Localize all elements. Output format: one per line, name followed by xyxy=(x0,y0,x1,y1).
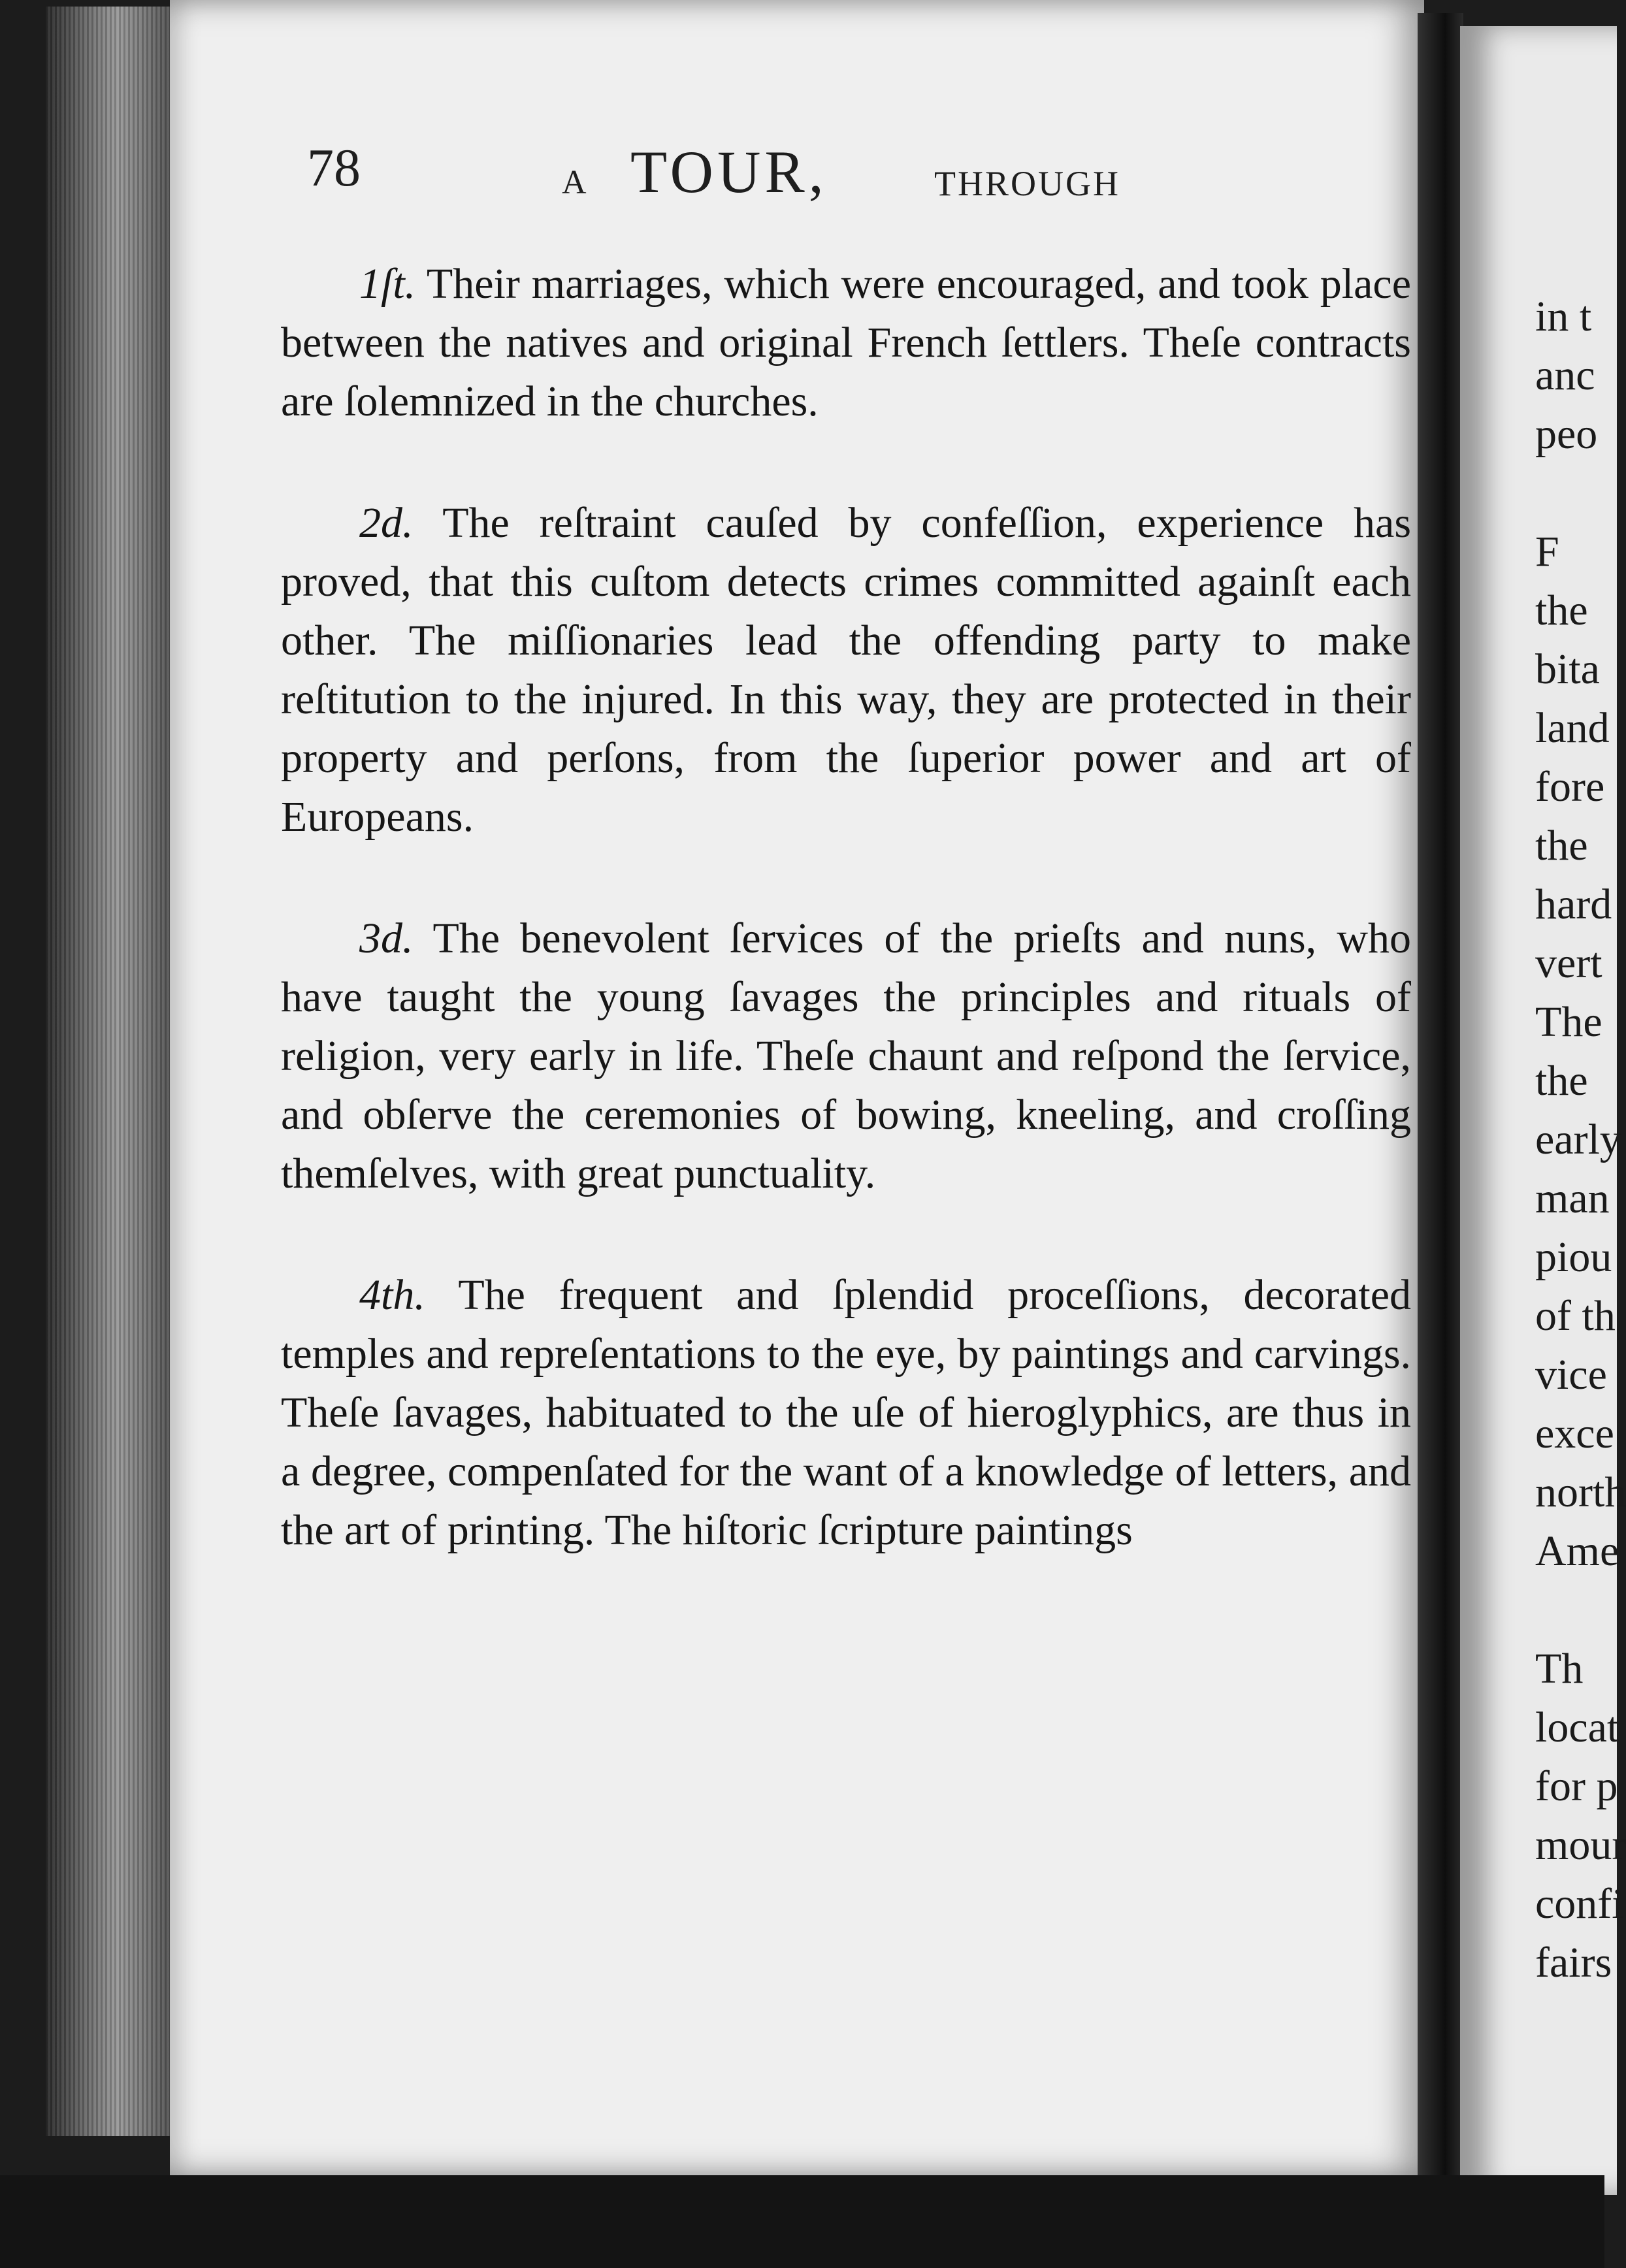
facing-line: confi xyxy=(1535,1880,1624,1928)
running-head xyxy=(307,137,1385,222)
running-head-through: THROUGH xyxy=(934,164,1120,203)
facing-line: peo xyxy=(1535,410,1598,458)
facing-line: fore xyxy=(1535,763,1605,811)
facing-line: anc xyxy=(1535,351,1595,399)
facing-line: north xyxy=(1535,1468,1626,1516)
paragraph-number: 2d. xyxy=(359,499,414,547)
paragraph-text: Their marriages, which were encouraged, and took place between the natives and original French ſettlers. Theſe contracts are ſolemnized in the churches. xyxy=(281,260,1411,425)
facing-line: the xyxy=(1535,587,1588,634)
facing-line: the xyxy=(1535,1057,1588,1105)
book-gutter xyxy=(1418,13,1463,2188)
facing-line: Ame xyxy=(1535,1527,1619,1575)
facing-line: the xyxy=(1535,822,1588,869)
facing-line-gap xyxy=(1535,464,1604,523)
facing-line: vert xyxy=(1535,939,1602,987)
paragraph-1 xyxy=(281,255,1411,431)
paragraph-2 xyxy=(281,494,1411,847)
facing-line: F xyxy=(1535,528,1559,575)
scan-background xyxy=(0,2175,1604,2268)
paragraph-number: 3d. xyxy=(359,915,414,962)
facing-line: hard xyxy=(1535,881,1612,928)
facing-line: for p xyxy=(1535,1762,1618,1810)
facing-line: bita xyxy=(1535,645,1600,693)
paragraph-3 xyxy=(281,909,1411,1203)
page-number: 78 xyxy=(307,138,361,197)
paragraph-text: The benevolent ſervices of the prieſts and nuns, who have taught the young ſavages the principles and rituals of religion, very early in life. Theſe chaunt and reſpond the ſervice, and obſerve the ceremonies of bowing, kneeling, and croſſing themſelves, with great punctuality. xyxy=(281,915,1411,1197)
facing-line: early xyxy=(1535,1116,1621,1163)
running-head-title: TOUR, xyxy=(630,138,828,205)
book-page-edges xyxy=(46,7,176,2136)
running-head-article: A xyxy=(562,164,588,201)
paragraph-text: The frequent and ſplendid proceſſions, decorated temples and repreſentations to the eye, by paintings and carvings. Theſe ſavages, habituated to the uſe of hieroglyphics, are thus in a degree, compenſated for the want of a knowledge of letters, and the art of printing. The hiſtoric ſcripture paintings xyxy=(281,1271,1412,1554)
facing-line: vice xyxy=(1535,1351,1607,1399)
facing-line: man xyxy=(1535,1174,1610,1222)
facing-line-gap xyxy=(1535,1581,1604,1640)
facing-line: land xyxy=(1535,704,1610,752)
facing-line: mour xyxy=(1535,1821,1626,1869)
paragraph-number: 1ſt. xyxy=(359,260,416,308)
facing-line: The xyxy=(1535,998,1602,1046)
facing-line: fairs xyxy=(1535,1939,1612,1986)
facing-line: Th xyxy=(1535,1645,1584,1693)
facing-line: in t xyxy=(1535,293,1592,340)
facing-line: piou xyxy=(1535,1233,1612,1281)
paragraph-text: The reſtraint cauſed by confeſſion, experience has proved, that this cuſtom detects crimes committed againſt each other. The miſſionaries lead the offending party to make reſtitution to the injured. In this way, they are protected in their property and perſons, from the ſuperior power and art of Europeans. xyxy=(281,499,1411,841)
facing-line: exce xyxy=(1535,1410,1614,1457)
paragraph-number: 4th. xyxy=(359,1271,425,1319)
facing-line: of th xyxy=(1535,1292,1616,1340)
facing-page-text xyxy=(1535,287,1626,1992)
paragraph-4 xyxy=(281,1266,1411,1560)
page-body xyxy=(281,255,1411,1623)
facing-line: locat xyxy=(1535,1704,1619,1751)
